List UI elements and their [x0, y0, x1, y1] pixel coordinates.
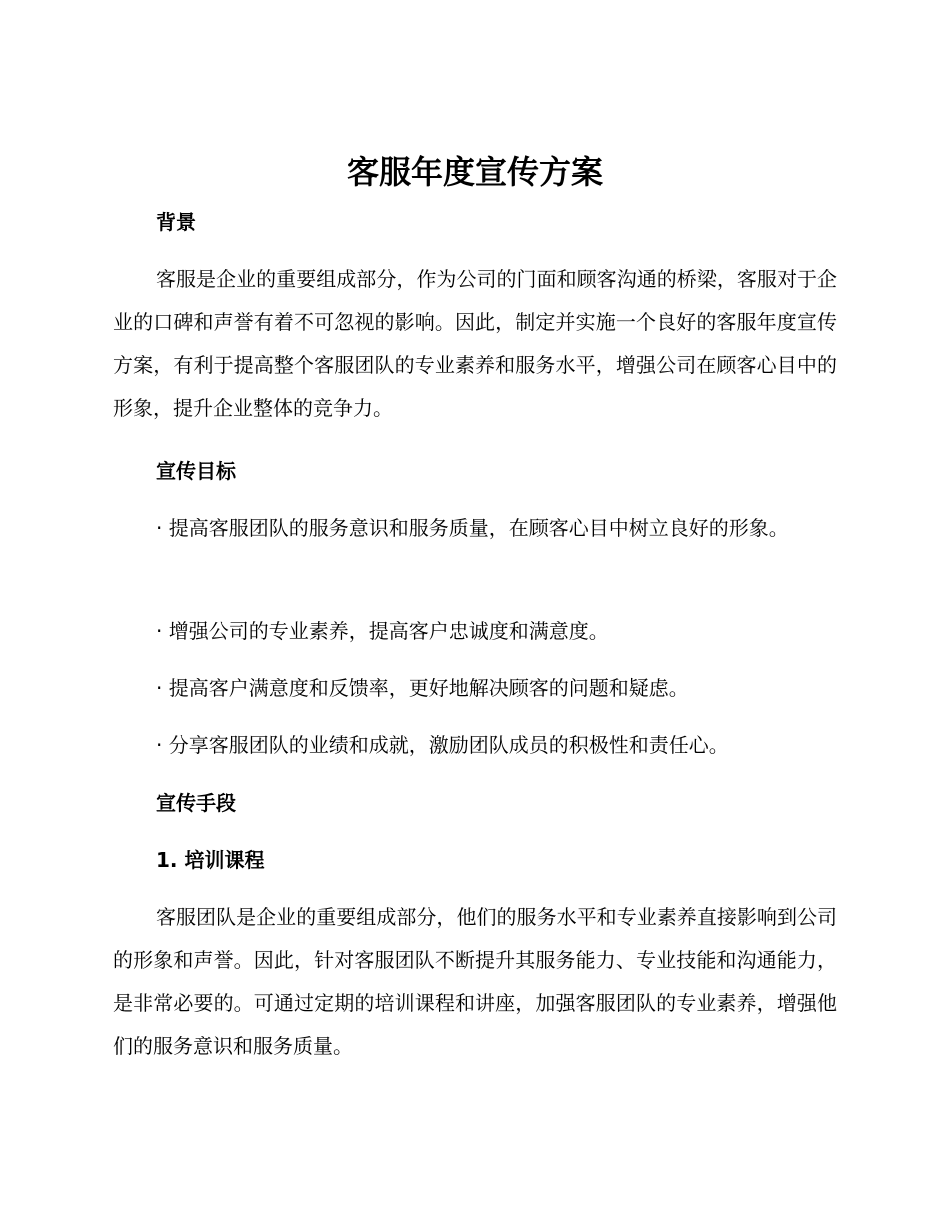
- background-paragraph: 客服是企业的重要组成部分，作为公司的门面和顾客沟通的桥梁，客服对于企业的口碑和声誉有着不可忽视的影响。因此，制定并实施一个良好的客服年度宣传方案，有利于提高整个客服团队的专业素养和服务水平，增强公司在顾客心目中的形象，提升企业整体的竞争力。: [113, 267, 837, 420]
- goal-list-item: · 提高客户满意度和反馈率，更好地解决顾客的问题和疑虑。: [156, 676, 689, 700]
- goal-list-item: · 分享客服团队的业绩和成就，激励团队成员的积极性和责任心。: [156, 733, 729, 757]
- document-title: 客服年度宣传方案: [346, 153, 603, 191]
- goal-list-item: · 增强公司的专业素养，提高客户忠诚度和满意度。: [156, 619, 609, 643]
- section-heading-goals: 宣传目标: [156, 459, 236, 483]
- goal-list-item: · 提高客服团队的服务意识和服务质量，在顾客心目中树立良好的形象。: [156, 516, 789, 540]
- training-paragraph: 客服团队是企业的重要组成部分，他们的服务水平和专业素养直接影响到公司的形象和声誉。因此，针对客服团队不断提升其服务能力、专业技能和沟通能力，是非常必要的。可通过定期的培训课程和讲座，加强客服团队的专业素养，增强他们的服务意识和服务质量。: [113, 905, 837, 1058]
- section-heading-methods: 宣传手段: [156, 791, 236, 815]
- section-heading-background: 背景: [156, 210, 196, 234]
- subsection-heading-training: 1. 培训课程: [156, 848, 265, 872]
